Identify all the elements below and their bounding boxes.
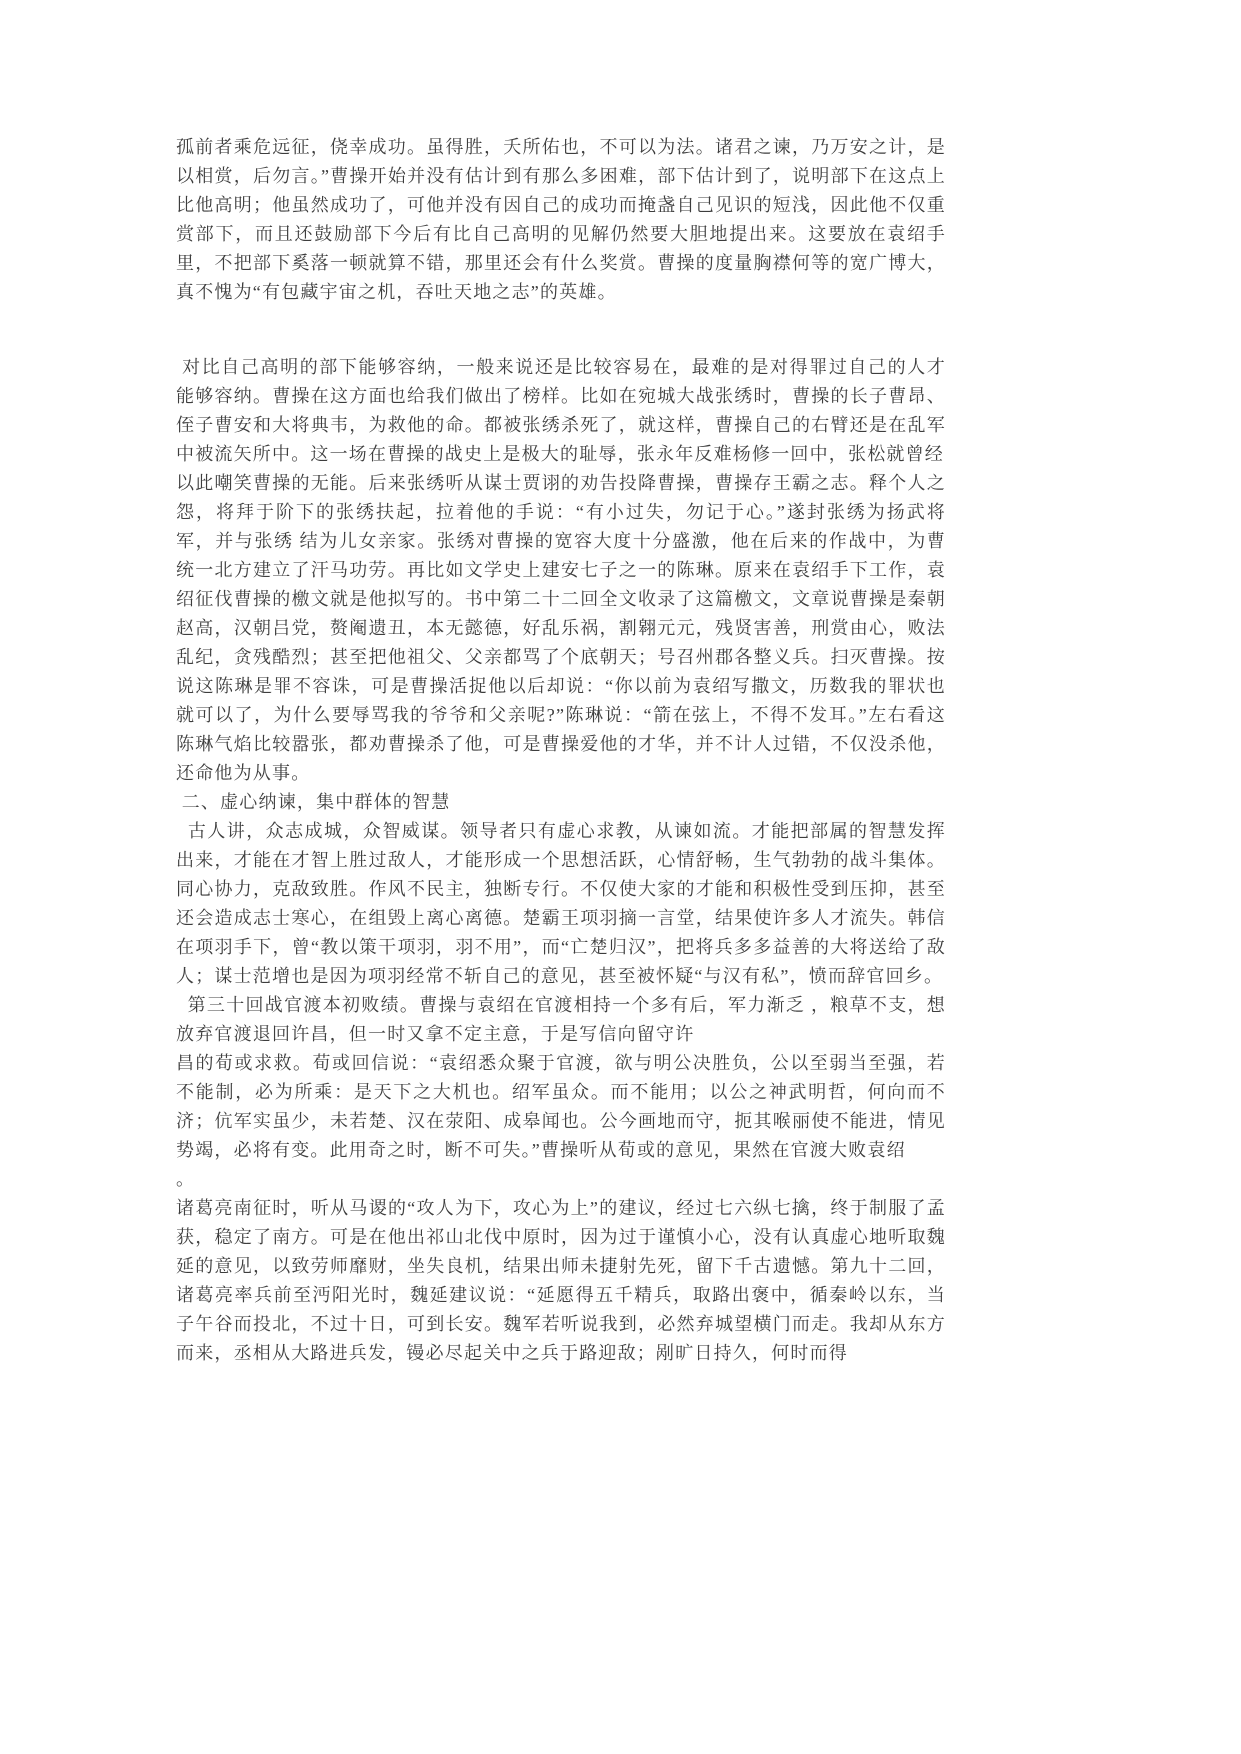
- paragraph: 第三十回战官渡本初败绩。曹操与袁绍在官渡相持一个多有后，军力渐乏 ，粮草不支，想放弃官渡退回许昌，但一时又拿不定主意，于是写信向留守许: [176, 995, 946, 1044]
- paragraph: 对比自己高明的部下能够容纳，一般来说还是比较容易在，最难的是对得罪过自己的人才能够容纳。曹操在这方面也给我们做出了榜样。比如在宛城大战张绣时，曹操的长子曹昂、侄子曹安和大将典韦，为救他的命。都被张绣杀死了，就这样，曹操自己的右臂还是在乱军中被流矢所中。这一场在曹操的战史上是极大的耻辱，张永年反难杨修一回中，张松就曾经: [176, 357, 947, 464]
- paragraph: 昌的荀或求救。荀或回信说：“袁绍悉众聚于官渡，欲与明公决胜负，公以至弱当至强，若不能制，必为所乘：是天下之大机也。绍军虽众。而不能用；以公之神武明哲，何向而不济；伉军实虽少，未若楚、汉在荥阳、成皋闻也。公今画地而守，扼其喉丽使不能进，情见势竭，必将有变。此用奇之时，断不可失。”曹操听从荀或的意见，果然在官渡大败袁绍: [176, 1053, 946, 1160]
- paragraph: 以此嘲笑曹操的无能。后来张绣听从谋士贾诩的劝告投降曹操，曹操存王霸之志。释个人之怨，将拜于阶下的张绣扶起，拉着他的手说：“有小过失，勿记于心。”遂封张绣为扬武将军，并与张绣 结为儿女亲家。张绣对曹操的宽容大度十分盛激，他在后来的作战中，为曹统一北方建立了汗马功劳。再比如文学史上建安七子之一的陈琳。原来在袁绍手下工作，袁绍征伐曹操的檄文就是他拟写的。书中第二十二回全文收录了这篇檄文，文章说曹操是秦朝赵高，汉朝吕党，赘阉遗丑，本无懿德，好乱乐祸，割翱元元，残贤害善，刑赏由心，败法乱纪，贪残酷烈；甚至把他祖父、父亲都骂了个底朝天；号召州郡各整义兵。扫灭曹操。按说这陈琳是罪不容诛，可是曹操活捉他以后却说：“你以前为袁绍写撒文，历数我的罪状也就可以了，为什么要辱骂我的爷爷和父亲呢?”陈琳说：“箭在弦上，不得不发耳。”左右看这陈琳气焰比较嚣张，都劝曹操杀了他，可是曹操爱他的才华，并不计人过错，不仅没杀他，还命他为从事。: [176, 473, 946, 783]
- paragraph: 孤前者乘危远征，侥幸成功。虽得胜，夭所佑也，不可以为法。诸君之谏，乃万安之计，是以相赏，后勿言。”曹操开始并没有估计到有那么多困难，部下估计到了，说明部下在这点上比他高明；他虽然成功了，可他并没有因自己的成功而掩盏自己见识的短浅，因此他不仅重赏部下，而且还鼓励部下今后有比自己高明的见解仍然要大胆地提出来。这要放在袁绍手里，不把部下奚落一顿就算不错，那里还会有什么奖赏。曹操的度量胸襟何等的宽广博大，真不愧为“有包藏宇宙之机，吞吐天地之志”的英雄。: [176, 137, 946, 302]
- paragraph: 诸葛亮南征时，听从马谡的“攻人为下，攻心为上”的建议，经过七六纵七擒，终于制服了孟获，稳定了南方。可是在他出祁山北伐中原时，因为过于谨慎小心，没有认真虚心地听取魏延的意见，以致劳师靡财，坐失良机，结果出师未捷射先死，留下千古遗憾。第九十二回，诸葛亮率兵前至沔阳光时，魏延建议说：“延愿得五千精兵，取路出褒中，循秦岭以东，当子午谷而投北，不过十日，可到长安。魏军若听说我到，必然弃城望横门而走。我却从东方而来，丞相从大路进兵发，镘必尽起关中之兵于路迎敌；剐旷日持久，何时而得: [176, 1198, 946, 1363]
- paragraph-wrap-punctuation: 。: [176, 1169, 196, 1189]
- section-heading: 二、虚心纳谏，集中群体的智慧: [176, 792, 451, 812]
- paragraph: 古人讲，众志成城，众智威谋。领导者只有虚心求教，从谏如流。才能把部属的智慧发挥出来，才能在才智上胜过敌人，才能形成一个思想活跃，心情舒畅，生气勃勃的战斗集体。同心协力，克敌致胜。作风不民主，独断专行。不仅使大家的才能和积极性受到压抑，甚至还会造成志士寒心，在组毁上离心离德。楚霸王项羽摘一言堂，结果使许多人才流失。韩信在项羽手下，曾“教以策干项羽，羽不用”，而“亡楚归汉”，把将兵多多益善的大将送给了敌人；谋士范增也是因为项羽经常不斩自己的意见，甚至被怀疑“与汉有私”，愤而辞官回乡。: [176, 821, 946, 986]
